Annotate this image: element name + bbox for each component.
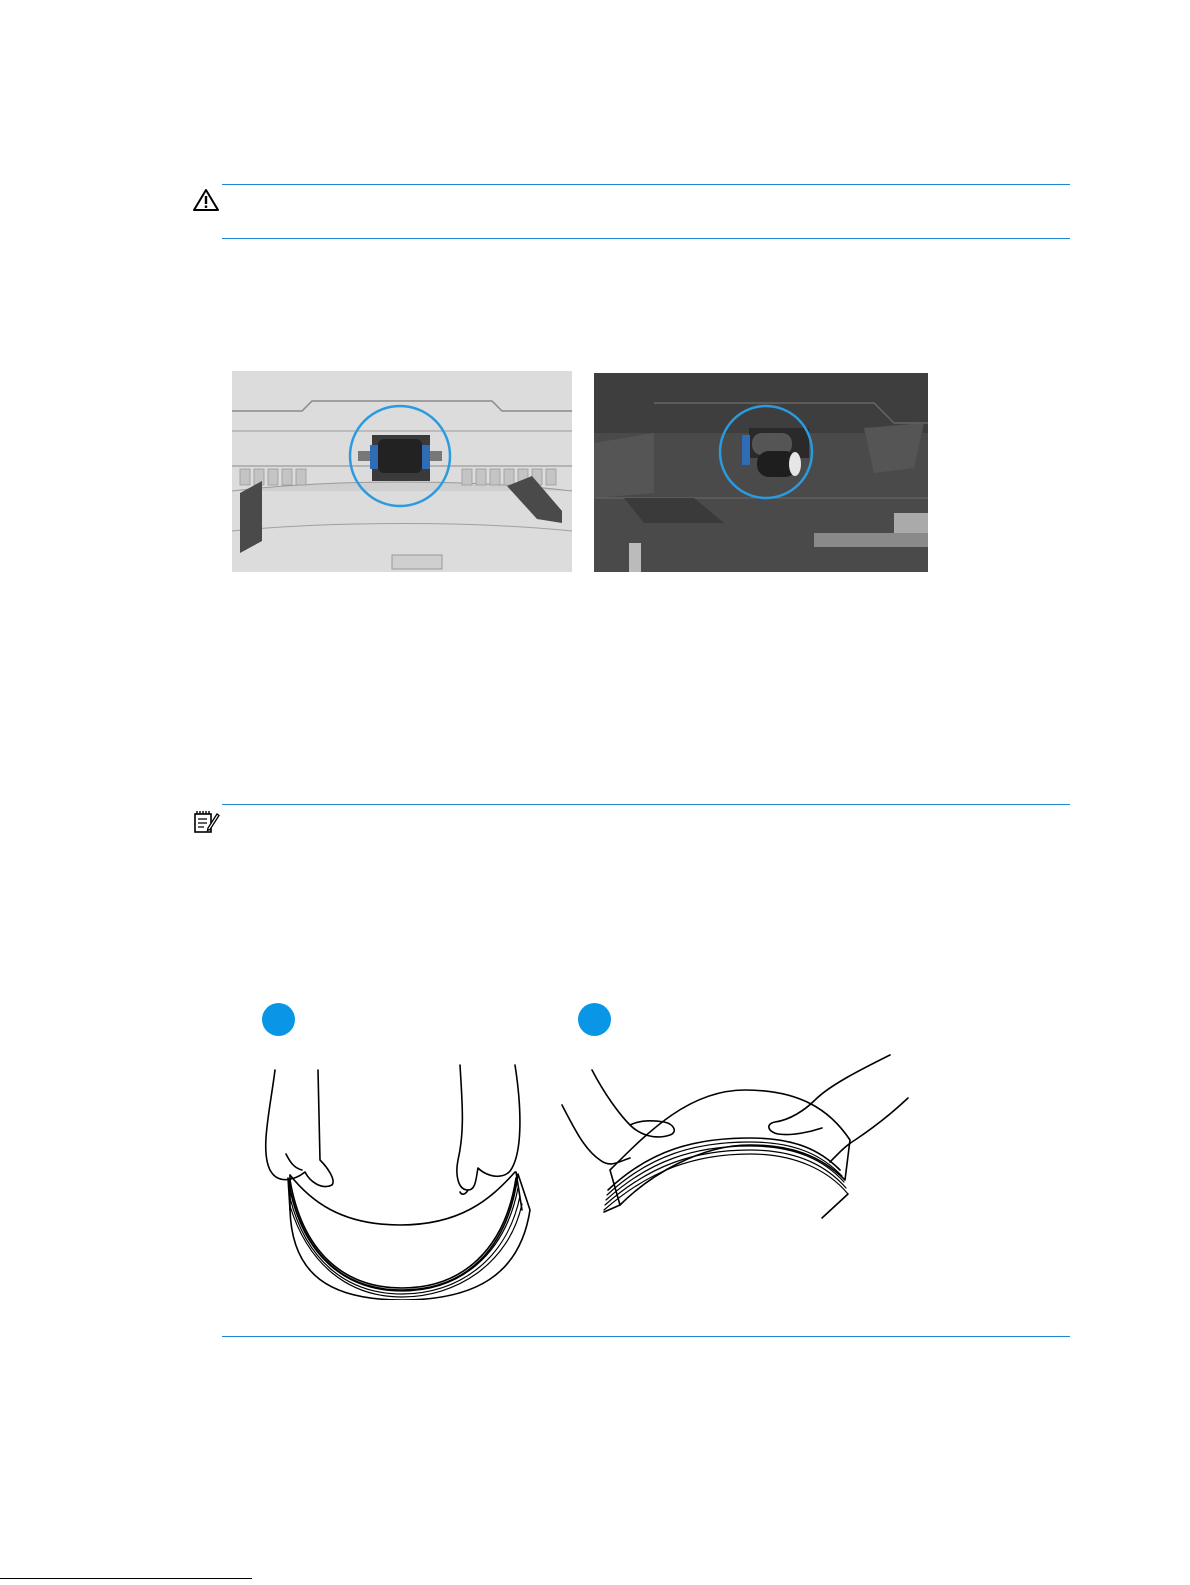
- note-top-rule: [222, 804, 1070, 805]
- note-icon: [192, 808, 220, 834]
- footer-rule: [0, 1578, 252, 1579]
- flex-paper-down-illustration: [250, 1050, 550, 1300]
- callout-2: [578, 1003, 611, 1036]
- warning-bottom-rule: [222, 238, 1070, 239]
- tray-roller-photo-light: [232, 371, 572, 572]
- callout-1: [262, 1003, 295, 1036]
- note-bottom-rule: [222, 1336, 1070, 1337]
- tray-roller-photo-dark: [594, 373, 928, 572]
- warning-top-rule: [222, 184, 1070, 185]
- flex-paper-up-illustration: [560, 1050, 920, 1220]
- warning-icon: [192, 188, 220, 212]
